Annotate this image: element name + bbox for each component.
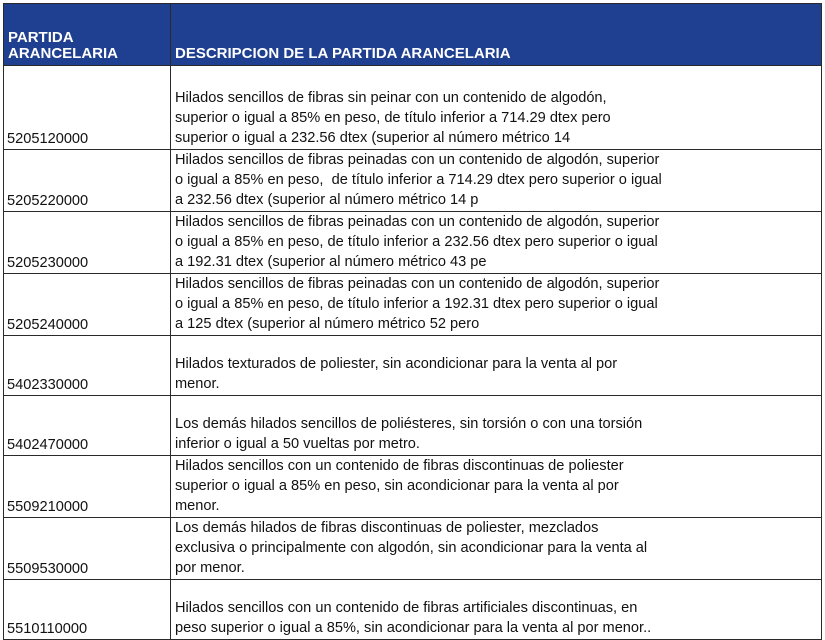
description-line: a 125 dtex (superior al número métrico 52 pero <box>175 316 480 332</box>
table-row <box>4 336 822 396</box>
tariff-description-cell <box>171 336 822 396</box>
description-line: peso superior o igual a 85%, sin acondicionar para la venta al por menor.. <box>175 620 652 636</box>
description-line: menor. <box>175 376 220 392</box>
description-line: o igual a 85% en peso, de título inferior a 232.56 dtex pero superior o igual <box>175 234 658 250</box>
table-row <box>4 456 822 518</box>
tariff-code-cell: 5205220000 <box>4 150 171 212</box>
description-line: Hilados sencillos de fibras peinadas con un contenido de algodón, superior <box>175 152 660 168</box>
table-row <box>4 518 822 580</box>
tariff-table <box>3 3 822 640</box>
tariff-description-cell <box>171 150 822 212</box>
header-description: DESCRIPCION DE LA PARTIDA ARANCELARIA <box>171 4 822 66</box>
description-line: Hilados sencillos con un contenido de fibras artificiales discontinuas, en <box>175 600 638 616</box>
description-line: exclusiva o principalmente con algodón, sin acondicionar para la venta al <box>175 540 648 556</box>
table-row <box>4 396 822 456</box>
tariff-code-cell: 5510110000 <box>4 580 171 640</box>
tariff-table-container <box>3 3 821 637</box>
description-line: por menor. <box>175 560 245 576</box>
table-row <box>4 66 822 150</box>
description-line: a 232.56 dtex (superior al número métrico 14 p <box>175 192 479 208</box>
description-line: Los demás hilados sencillos de poliésteres, sin torsión o con una torsión <box>175 416 643 432</box>
description-line: superior o igual a 85% en peso, sin acondicionar para la venta al por <box>175 478 619 494</box>
description-line: inferior o igual a 50 vueltas por metro. <box>175 436 420 452</box>
description-line: o igual a 85% en peso, de título inferior a 714.29 dtex pero superior o igual <box>175 172 662 188</box>
tariff-description-cell <box>171 518 822 580</box>
header-row <box>4 4 822 66</box>
description-line: Hilados sencillos de fibras sin peinar con un contenido de algodón, <box>175 90 607 106</box>
description-line: menor. <box>175 498 220 514</box>
tariff-description-cell <box>171 66 822 150</box>
tariff-description-cell <box>171 274 822 336</box>
tariff-description-cell <box>171 212 822 274</box>
tariff-code-cell: 5205230000 <box>4 212 171 274</box>
tariff-code-cell: 5509530000 <box>4 518 171 580</box>
description-line: Los demás hilados de fibras discontinuas de poliester, mezclados <box>175 520 599 536</box>
tariff-description-cell <box>171 456 822 518</box>
table-row <box>4 274 822 336</box>
tariff-code-cell: 5402330000 <box>4 336 171 396</box>
tariff-code-cell: 5205240000 <box>4 274 171 336</box>
table-row <box>4 580 822 640</box>
description-line: Hilados sencillos de fibras peinadas con un contenido de algodón, superior <box>175 276 660 292</box>
tariff-code-cell: 5509210000 <box>4 456 171 518</box>
tariff-description-cell <box>171 396 822 456</box>
description-line: a 192.31 dtex (superior al número métrico 43 pe <box>175 254 487 270</box>
tariff-code-cell: 5205120000 <box>4 66 171 150</box>
description-line: Hilados sencillos con un contenido de fibras discontinuas de poliester <box>175 458 624 474</box>
description-line: o igual a 85% en peso, de título inferior a 192.31 dtex pero superior o igual <box>175 296 658 312</box>
description-line: Hilados texturados de poliester, sin acondicionar para la venta al por <box>175 356 618 372</box>
table-row <box>4 212 822 274</box>
description-line: superior o igual a 232.56 dtex (superior al número métrico 14 <box>175 130 571 146</box>
header-code-line: ARANCELARIA <box>8 45 118 62</box>
tariff-code-cell: 5402470000 <box>4 396 171 456</box>
header-code <box>4 4 171 66</box>
description-line: Hilados sencillos de fibras peinadas con un contenido de algodón, superior <box>175 214 660 230</box>
table-row <box>4 150 822 212</box>
header-code-line: PARTIDA <box>8 29 74 46</box>
description-line: superior o igual a 85% en peso, de título inferior a 714.29 dtex pero <box>175 110 611 126</box>
tariff-description-cell <box>171 580 822 640</box>
